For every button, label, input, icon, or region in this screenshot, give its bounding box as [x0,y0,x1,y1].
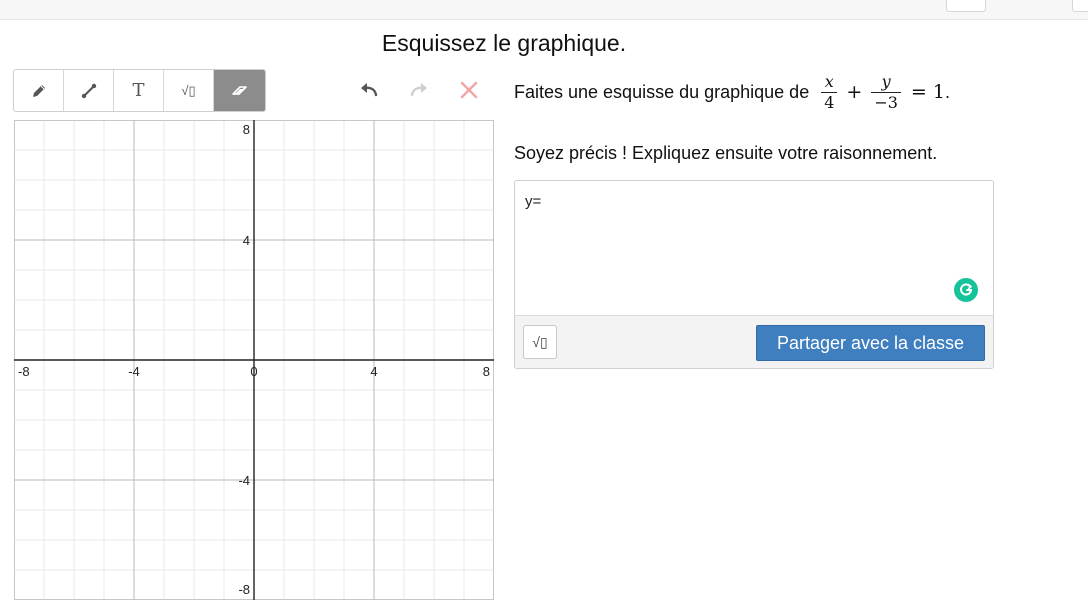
y-tick-label: -8 [238,582,250,597]
question-prompt [514,70,950,114]
top-bar-button[interactable] [946,0,986,12]
period: . [944,81,950,102]
x-tick-label: -4 [128,364,140,379]
answer-footer [515,315,993,369]
text-tool-icon: T [132,80,145,101]
math-input-button[interactable] [523,325,557,359]
question-text: Faites une esquisse du graphique de [514,81,810,102]
pencil-tool[interactable] [14,70,64,111]
redo-icon [408,81,430,99]
pencil-icon [30,82,48,100]
clear-button[interactable] [454,76,484,104]
fraction-numerator: x [824,71,834,91]
grammarly-g-icon [958,282,974,298]
redo-button[interactable] [404,76,434,104]
x-tick-label: 0 [250,364,258,379]
drawing-toolbar [13,69,266,112]
fraction-denominator: 4 [821,92,837,112]
math-tool[interactable] [164,70,214,111]
share-button[interactable]: Partager avec la classe [756,325,985,361]
eraser-tool[interactable] [214,70,265,111]
x-tick-label: 4 [370,364,378,379]
eraser-icon [231,82,249,100]
plus-sign: + [846,81,863,103]
page-title: Esquissez le graphique. [381,30,627,56]
x-tick-label: 8 [482,364,490,379]
y-tick-label: 4 [242,233,250,248]
x-tick-label: -8 [18,364,30,379]
equation-rhs: = 1 [910,81,945,103]
answer-input[interactable]: y= [525,193,542,210]
sqrt-icon: √▯ [532,333,548,350]
answer-box [514,180,994,369]
fraction-numerator: y [881,71,891,91]
undo-button[interactable] [354,76,384,104]
undo-icon [358,81,380,99]
top-bar-button-right[interactable] [1072,0,1088,12]
top-bar [0,0,1088,20]
fraction-y-over-minus-3 [871,73,901,112]
instruction-text: Soyez précis ! Expliquez ensuite votre raisonnement. [514,143,938,163]
line-segment-icon [80,82,98,100]
fraction-x-over-4 [821,73,837,112]
y-tick-label: -4 [238,473,250,488]
sqrt-icon: √▯ [181,82,196,98]
grammarly-icon[interactable] [954,278,978,302]
coordinate-grid[interactable] [14,120,494,600]
clear-icon [460,81,478,99]
y-tick-label: 8 [242,122,250,137]
fraction-denominator: −3 [871,92,901,112]
line-tool[interactable] [64,70,114,111]
text-tool[interactable] [114,70,164,111]
